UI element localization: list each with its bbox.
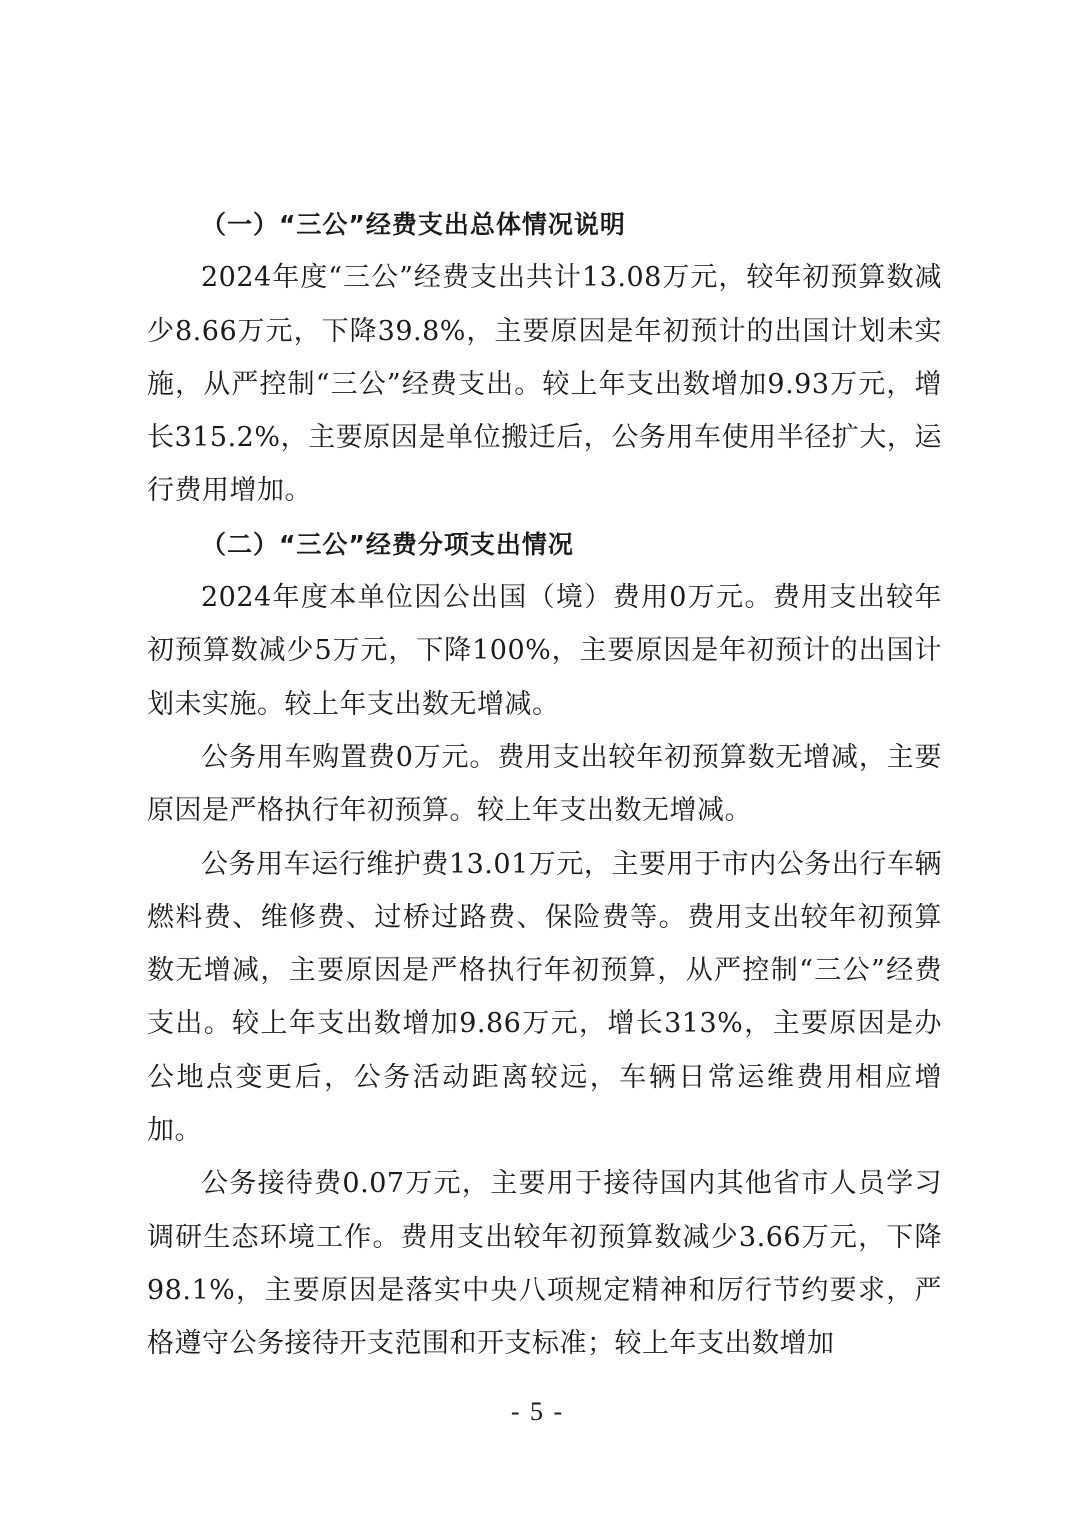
section-heading-overall: （一）“三公”经费支出总体情况说明	[201, 210, 626, 239]
section-heading-itemized: （二）“三公”经费分项支出情况	[201, 529, 574, 559]
document-body	[147, 198, 942, 1371]
paragraph-vehicle-purchase: 公务用车购置费0万元。费用支出较年初预算数无增减，主要原因是严格执行年初预算。较上年支出数无增减。	[147, 741, 942, 827]
paragraph-reception: 公务接待费0.07万元，主要用于接待国内其他省市人员学习调研生态环境工作。费用支出较年初预算数减少3.66万元，下降98.1%，主要原因是落实中央八项规定精神和厉行节约要求，严格遵守公务接待开支范围和开支标准；较上年支出数增加	[147, 1168, 942, 1360]
paragraph-overseas-travel: 2024年度本单位因公出国（境）费用0万元。费用支出较年初预算数减少5万元，下降100%，主要原因是年初预计的出国计划未实施。较上年支出数无增减。	[147, 582, 942, 720]
paragraph-vehicle-maintenance: 公务用车运行维护费13.01万元，主要用于市内公务出行车辆燃料费、维修费、过桥过路费、保险费等。费用支出较年初预算数无增减，主要原因是严格执行年初预算，从严控制“三公”经费支出。较上年支出数增加9.86万元，增长313%，主要原因是办公地点变更后，公务活动距离较远，车辆日常运维费用相应增加。	[147, 848, 942, 1147]
paragraph-overall-summary: 2024年度“三公”经费支出共计13.08万元，较年初预算数减少8.66万元，下降39.8%，主要原因是年初预计的出国计划未实施，从严控制“三公”经费支出。较上年支出数增加9.93万元，增长315.2%，主要原因是单位搬迁后，公务用车使用半径扩大，运行费用增加。	[147, 262, 942, 507]
page-number: - 5 -	[510, 1397, 565, 1426]
